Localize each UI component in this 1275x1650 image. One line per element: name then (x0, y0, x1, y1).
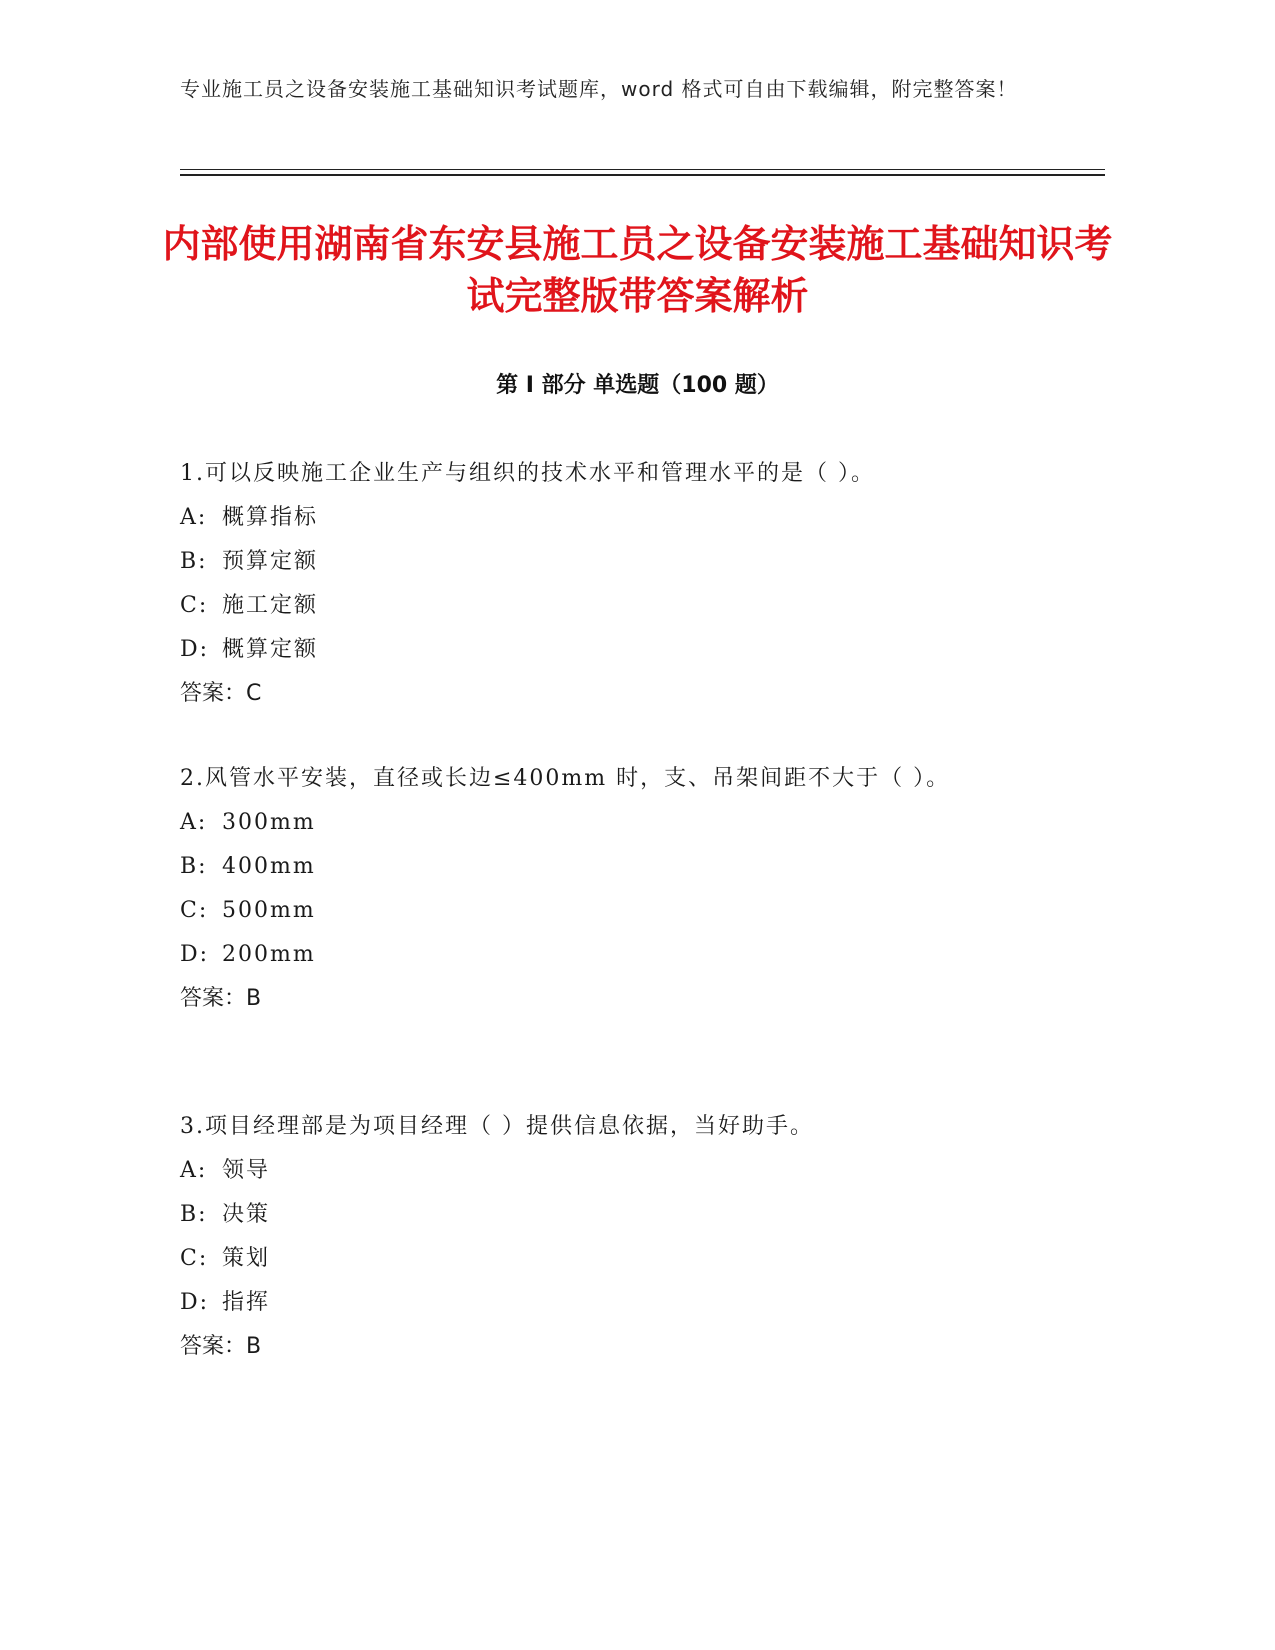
option-text: 预算定额 (222, 549, 319, 574)
option-letter: D: (180, 637, 210, 662)
option-text: 300mm (222, 810, 316, 835)
option-letter: B: (180, 854, 208, 879)
option-letter: B: (180, 549, 208, 574)
option-a (180, 801, 1060, 845)
question-1 (180, 452, 1060, 716)
option-c (180, 1237, 1060, 1281)
option-letter: A: (180, 810, 208, 835)
option-a (180, 496, 1060, 540)
option-text: 策划 (222, 1246, 271, 1271)
option-text: 决策 (222, 1202, 271, 1227)
answer-line: 答案：C (180, 681, 262, 706)
option-c (180, 584, 1060, 628)
option-text: 领导 (222, 1158, 271, 1183)
option-text: 400mm (222, 854, 316, 879)
option-text: 500mm (222, 898, 316, 923)
header-divider-thin (180, 169, 1105, 170)
header-note: 专业施工员之设备安装施工基础知识考试题库，word 格式可自由下载编辑，附完整答案！ (180, 77, 1018, 101)
option-d (180, 628, 1060, 672)
option-d (180, 933, 1060, 977)
question-3 (180, 1105, 1060, 1369)
option-b (180, 845, 1060, 889)
document-title: 内部使用湖南省东安县施工员之设备安装施工基础知识考试完整版带答案解析 (162, 222, 1113, 318)
option-c (180, 889, 1060, 933)
option-letter: C: (180, 593, 209, 618)
option-text: 指挥 (222, 1290, 271, 1315)
option-b (180, 540, 1060, 584)
question-stem: 3.项目经理部是为项目经理（ ）提供信息依据，当好助手。 (180, 1114, 814, 1139)
option-text: 200mm (222, 942, 316, 967)
option-letter: D: (180, 1290, 210, 1315)
section-title: 第 I 部分 单选题（100 题） (496, 373, 779, 398)
answer-line: 答案：B (180, 1334, 262, 1359)
option-letter: B: (180, 1202, 208, 1227)
header-divider-thick (180, 174, 1105, 176)
answer-line: 答案：B (180, 986, 262, 1011)
option-letter: A: (180, 505, 208, 530)
question-stem: 1.可以反映施工企业生产与组织的技术水平和管理水平的是（ ）。 (180, 461, 875, 486)
question-stem: 2.风管水平安装，直径或长边≤400mm 时，支、吊架间距不大于（ ）。 (180, 766, 951, 791)
option-text: 概算指标 (222, 505, 319, 530)
question-2 (180, 757, 1060, 1021)
option-letter: C: (180, 898, 209, 923)
option-a (180, 1149, 1060, 1193)
option-d (180, 1281, 1060, 1325)
option-letter: D: (180, 942, 210, 967)
option-letter: A: (180, 1158, 208, 1183)
option-text: 概算定额 (222, 637, 319, 662)
option-b (180, 1193, 1060, 1237)
option-letter: C: (180, 1246, 209, 1271)
option-text: 施工定额 (222, 593, 319, 618)
